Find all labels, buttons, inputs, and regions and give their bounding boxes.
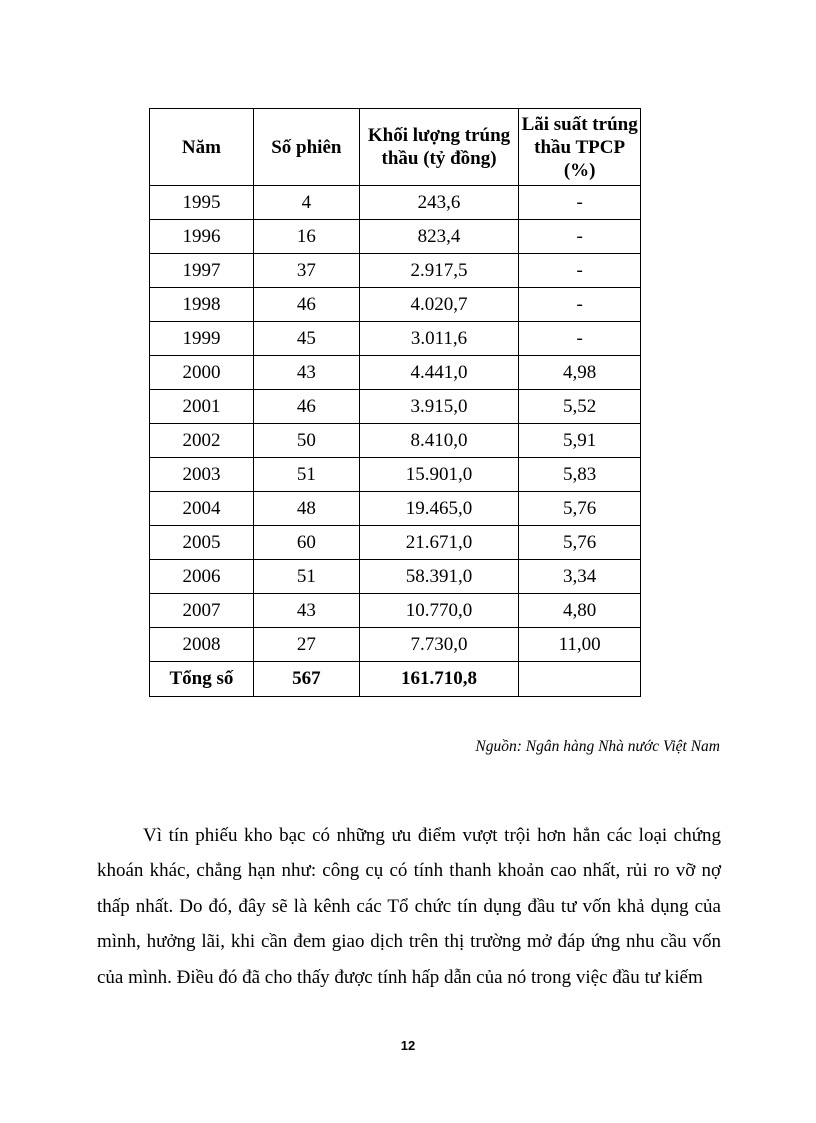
cell-year: 1995 [150, 186, 254, 220]
cell-rate: - [519, 220, 641, 254]
table-total-row [150, 662, 641, 697]
table-row [150, 390, 641, 424]
cell-rate: 11,00 [519, 628, 641, 662]
cell-volume: 58.391,0 [359, 560, 518, 594]
header-sessions: Số phiên [253, 109, 359, 186]
cell-sessions: 50 [253, 424, 359, 458]
cell-year: 2008 [150, 628, 254, 662]
cell-volume: 243,6 [359, 186, 518, 220]
cell-year: 1996 [150, 220, 254, 254]
cell-year: 1998 [150, 288, 254, 322]
treasury-bill-auction-table [149, 108, 641, 697]
table-row [150, 560, 641, 594]
cell-sessions: 43 [253, 594, 359, 628]
table-row [150, 526, 641, 560]
cell-sessions: 46 [253, 390, 359, 424]
cell-sessions: 46 [253, 288, 359, 322]
total-sessions: 567 [253, 662, 359, 697]
cell-year: 1997 [150, 254, 254, 288]
cell-year: 2001 [150, 390, 254, 424]
cell-rate: - [519, 322, 641, 356]
header-volume: Khối lượng trúng thầu (tỷ đồng) [359, 109, 518, 186]
table-row [150, 322, 641, 356]
cell-rate: 4,80 [519, 594, 641, 628]
table-header-row [150, 109, 641, 186]
cell-sessions: 27 [253, 628, 359, 662]
header-year: Năm [150, 109, 254, 186]
table-row [150, 594, 641, 628]
cell-volume: 3.915,0 [359, 390, 518, 424]
cell-volume: 7.730,0 [359, 628, 518, 662]
cell-rate: 5,83 [519, 458, 641, 492]
cell-rate: 5,76 [519, 492, 641, 526]
header-rate: Lãi suất trúng thầu TPCP (%) [519, 109, 641, 186]
cell-sessions: 45 [253, 322, 359, 356]
cell-volume: 2.917,5 [359, 254, 518, 288]
cell-rate: 5,52 [519, 390, 641, 424]
table-row [150, 220, 641, 254]
cell-sessions: 43 [253, 356, 359, 390]
cell-sessions: 48 [253, 492, 359, 526]
table-body [150, 186, 641, 662]
cell-year: 2004 [150, 492, 254, 526]
cell-sessions: 51 [253, 458, 359, 492]
total-rate [519, 662, 641, 697]
total-volume: 161.710,8 [359, 662, 518, 697]
cell-volume: 19.465,0 [359, 492, 518, 526]
table-row [150, 628, 641, 662]
table-row [150, 356, 641, 390]
cell-volume: 21.671,0 [359, 526, 518, 560]
cell-rate: 5,91 [519, 424, 641, 458]
cell-rate: - [519, 254, 641, 288]
source-caption: Nguồn: Ngân hàng Nhà nước Việt Nam [475, 738, 720, 755]
cell-year: 2007 [150, 594, 254, 628]
total-label: Tổng số [150, 662, 254, 697]
table-row [150, 492, 641, 526]
cell-volume: 15.901,0 [359, 458, 518, 492]
cell-year: 1999 [150, 322, 254, 356]
table-row [150, 424, 641, 458]
page-number: 12 [400, 1038, 416, 1053]
cell-sessions: 51 [253, 560, 359, 594]
cell-volume: 10.770,0 [359, 594, 518, 628]
cell-rate: - [519, 186, 641, 220]
cell-rate: - [519, 288, 641, 322]
cell-rate: 4,98 [519, 356, 641, 390]
cell-rate: 5,76 [519, 526, 641, 560]
cell-volume: 823,4 [359, 220, 518, 254]
cell-sessions: 37 [253, 254, 359, 288]
table-row [150, 186, 641, 220]
cell-rate: 3,34 [519, 560, 641, 594]
table-row [150, 458, 641, 492]
cell-volume: 4.020,7 [359, 288, 518, 322]
cell-sessions: 16 [253, 220, 359, 254]
cell-year: 2003 [150, 458, 254, 492]
body-paragraph: Vì tín phiếu kho bạc có những ưu điểm vượt trội hơn hẳn các loại chứng khoán khác, chẳng hạn như: công cụ có tính thanh khoản cao nhất, rủi ro vỡ nợ thấp nhất. Do đó, đây sẽ là kênh các Tổ chức tín dụng đầu tư vốn khả dụng của mình, hưởng lãi, khi cần đem giao dịch trên thị trường mở đáp ứng nhu cầu vốn của mình. Điều đó đã cho thấy được tính hấp dẫn của nó trong việc đầu tư kiếm [97, 825, 721, 988]
cell-volume: 3.011,6 [359, 322, 518, 356]
cell-year: 2002 [150, 424, 254, 458]
cell-year: 2006 [150, 560, 254, 594]
cell-sessions: 60 [253, 526, 359, 560]
table-row [150, 254, 641, 288]
cell-year: 2005 [150, 526, 254, 560]
table-row [150, 288, 641, 322]
cell-year: 2000 [150, 356, 254, 390]
cell-volume: 8.410,0 [359, 424, 518, 458]
cell-sessions: 4 [253, 186, 359, 220]
cell-volume: 4.441,0 [359, 356, 518, 390]
